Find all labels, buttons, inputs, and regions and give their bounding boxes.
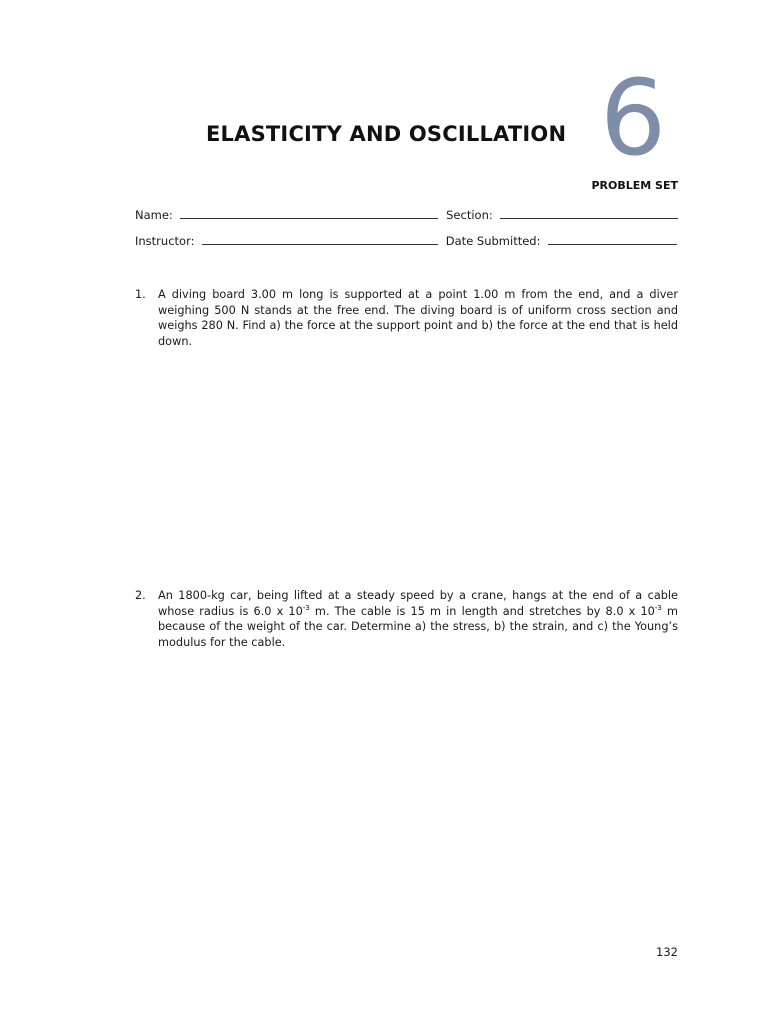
problem-text <box>158 588 678 650</box>
date-submitted-field[interactable] <box>548 233 677 245</box>
page-number: 132 <box>656 945 678 959</box>
date-submitted-label: Date Submitted: <box>445 234 541 248</box>
instructor-date-row <box>135 233 680 248</box>
name-field[interactable] <box>180 207 438 219</box>
name-label: Name: <box>135 208 173 222</box>
problem-text-part: m because of the weight of the car. Determine a) the stress, b) the strain, and c) the Young’s modulus for the cable. <box>158 604 679 649</box>
section-field[interactable] <box>500 207 678 219</box>
exponent: -3 <box>302 603 310 612</box>
page-title: ELASTICITY AND OSCILLATION <box>206 122 567 146</box>
exponent: -3 <box>654 603 662 612</box>
problem-number: 1. <box>135 288 146 301</box>
problem-number: 2. <box>135 589 146 602</box>
problem-1 <box>135 287 678 349</box>
instructor-label: Instructor: <box>135 234 195 248</box>
chapter-number: 6 <box>600 57 667 179</box>
problem-text: A diving board 3.00 m long is supported at a point 1.00 m from the end, and a diver weighing 500 N stands at the free end. The diving board is of uniform cross section and weighs 280 N. Find a) the force at the support point and b) the force at the end that is held down. <box>158 288 678 348</box>
instructor-field[interactable] <box>202 233 438 245</box>
name-section-row <box>135 207 680 222</box>
subtitle: PROBLEM SET <box>591 179 678 192</box>
problem-text-part: m. The cable is 15 m in length and stretches by 8.0 x 10 <box>309 604 655 618</box>
section-label: Section: <box>446 208 493 222</box>
problem-2 <box>135 588 678 650</box>
problem-text-part: An 1800-kg car, being lifted at a steady speed by a crane, hangs at the end of a cable whose radius is 6.0 x 10 <box>158 589 678 618</box>
